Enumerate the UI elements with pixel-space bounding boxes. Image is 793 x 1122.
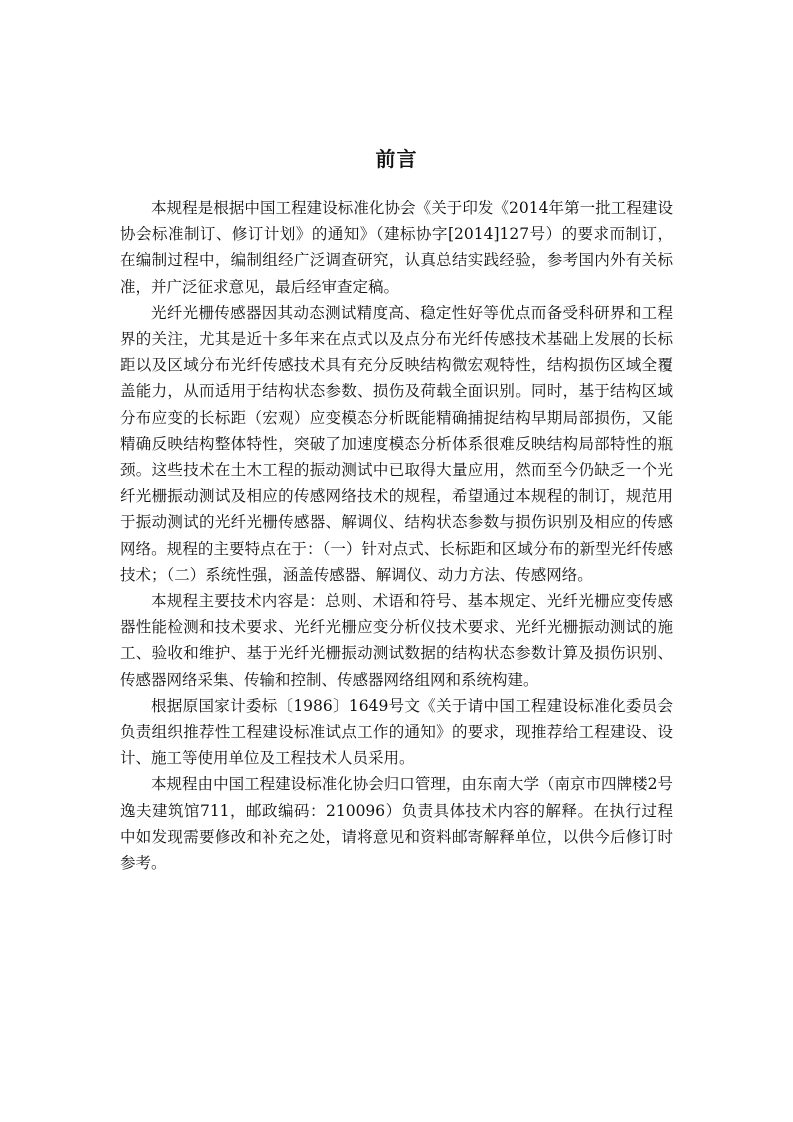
paragraph-preface-basis: 本规程是根据中国工程建设标准化协会《关于印发《2014年第一批工程建设协会标准制订、修订计划》的通知》（建标协字[2014]127号）的要求而制订，在编制过程中，编制组经广泛调查研究，认真总结实践经验，参考国内外有关标准，并广泛征求意见，最后经审查定稿。	[120, 199, 673, 296]
paragraph-recommendation: 根据原国家计委标〔1986〕1649号文《关于请中国工程建设标准化委员会负责组织推荐性工程建设标准试点工作的通知》的要求，现推荐给工程建设、设计、施工等使用单位及工程技术人员采用。	[120, 696, 673, 768]
page-title: 前言	[375, 147, 418, 171]
paragraph-administration: 本规程由中国工程建设标准化协会归口管理，由东南大学（南京市四牌楼2号逸夫建筑馆711，邮政编码：210096）负责具体技术内容的解释。在执行过程中如发现需要修改和补充之处，请将意见和资料邮寄解释单位，以供今后修订时参考。	[120, 775, 673, 873]
body-text	[120, 195, 673, 876]
paragraph-background: 光纤光栅传感器因其动态测试精度高、稳定性好等优点而备受科研界和工程界的关注，尤其是近十多年来在点式以及点分布光纤传感技术基础上发展的长标距以及区域分布光纤传感技术具有充分反映结构微宏观特性，结构损伤区域全覆盖能力，从而适用于结构状态参数、损伤及荷载全面识别。同时，基于结构区域分布应变的长标距（宏观）应变模态分析既能精确捕捉结构早期局部损伤，又能精确反映结构整体特性，突破了加速度模态分析体系很难反映结构局部特性的瓶颈。这些技术在土木工程的振动测试中已取得大量应用，然而至今仍缺乏一个光纤光栅振动测试及相应的传感网络技术的规程，希望通过本规程的制订，规范用于振动测试的光纤光栅传感器、解调仪、结构状态参数与损伤识别及相应的传感网络。规程的主要特点在于：（一）针对点式、长标距和区域分布的新型光纤传感技术；（二）系统性强，涵盖传感器、解调仪、动力方法、传感网络。	[120, 303, 673, 584]
paragraph-main-contents: 本规程主要技术内容是：总则、术语和符号、基本规定、光纤光栅应变传感器性能检测和技术要求、光纤光栅应变分析仪技术要求、光纤光栅振动测试的施工、验收和维护、基于光纤光栅振动测试数据的结构状态参数计算及损伤识别、传感器网络采集、传输和控制、传感器网络组网和系统构建。	[120, 592, 673, 689]
